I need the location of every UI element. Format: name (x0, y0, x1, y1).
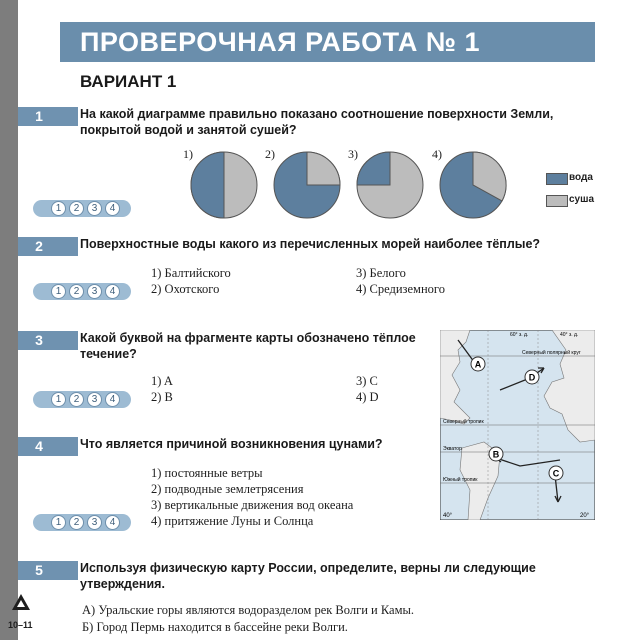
question-4-text: Что является причиной возникновения цунами? (80, 437, 383, 451)
question-1-text: На какой диаграмме правильно показано соотношение поверхности Земли, покрытой водой и занятой сушей? (80, 107, 554, 137)
legend-land-swatch (546, 195, 568, 207)
q2-answer-4[interactable]: 4) Средиземного (356, 282, 445, 296)
legend-land-label: суша (569, 194, 595, 205)
ocean-currents-map (440, 330, 595, 520)
q2-answer-2[interactable]: 2) Охотского (151, 282, 220, 296)
q4-answer-3[interactable]: 3) вертикальные движения вод океана (151, 498, 354, 512)
map-label-lon-right: 20° (580, 513, 590, 519)
pie-3[interactable] (357, 152, 423, 218)
map-label-lon-left: 40° (443, 513, 453, 519)
page-number: 10–11 (8, 620, 33, 630)
question-1-number: 1 (35, 108, 43, 124)
answer-selector-q3 (33, 391, 131, 408)
pie-2[interactable] (274, 152, 340, 218)
answer-option-3[interactable]: 3 (87, 284, 102, 299)
answer-option-1[interactable]: 1 (51, 392, 66, 407)
question-2-text: Поверхностные воды какого из перечисленных морей наиболее тёплые? (80, 237, 541, 251)
marker-d[interactable]: D (528, 372, 536, 383)
pie-label-3: 3) (348, 147, 358, 161)
answer-option-3[interactable]: 3 (87, 392, 102, 407)
q2-answer-1[interactable]: 1) Балтийского (151, 266, 231, 280)
question-3-text: Какой буквой на фрагменте карты обозначено тёплое течение? (80, 331, 416, 361)
answer-option-1[interactable]: 1 (51, 201, 66, 216)
question-4-number: 4 (35, 438, 43, 454)
answer-option-2[interactable]: 2 (69, 515, 84, 530)
answer-option-4[interactable]: 4 (105, 515, 120, 530)
left-margin-bar (0, 0, 18, 640)
answer-option-4[interactable]: 4 (105, 201, 120, 216)
publisher-logo-icon (12, 594, 30, 610)
map-label-top-right: 40° з. д. (560, 332, 579, 338)
question-5-number: 5 (35, 562, 43, 578)
variant-heading: ВАРИАНТ 1 (80, 72, 177, 91)
pie-diagrams (190, 150, 530, 220)
map-label-top-left: 60° з. д. (510, 332, 529, 338)
answer-selector-q1 (33, 200, 131, 217)
q5-statement-b: Б) Город Пермь находится в бассейне реки Волги. (82, 620, 348, 634)
map-label-north-tropic: Северный тропик (443, 419, 484, 425)
answer-option-2[interactable]: 2 (69, 392, 84, 407)
q3-answer-2[interactable]: 2) B (151, 390, 173, 404)
marker-c[interactable]: C (552, 468, 560, 479)
q3-answer-3[interactable]: 3) C (356, 374, 378, 388)
pie-1[interactable] (191, 152, 257, 218)
question-3-number: 3 (35, 332, 43, 348)
q5-statement-a: А) Уральские горы являются водоразделом рек Волги и Камы. (82, 603, 415, 617)
answer-option-3[interactable]: 3 (87, 201, 102, 216)
q4-answer-1[interactable]: 1) постоянные ветры (151, 466, 263, 480)
answer-option-2[interactable]: 2 (69, 201, 84, 216)
answer-option-1[interactable]: 1 (51, 284, 66, 299)
q4-answer-2[interactable]: 2) подводные землетрясения (151, 482, 304, 496)
answer-selector-q4 (33, 514, 131, 531)
pie-label-1: 1) (183, 147, 193, 161)
legend-water-label: вода (569, 172, 593, 183)
map-label-south-tropic: Южный тропик (443, 477, 478, 483)
pie-4[interactable] (440, 152, 506, 218)
q4-answer-4[interactable]: 4) притяжение Луны и Солнца (151, 514, 314, 528)
question-2-number: 2 (35, 238, 43, 254)
q3-answer-4[interactable]: 4) D (356, 390, 379, 404)
map-label-equator: Экватор (443, 446, 462, 452)
q3-answer-1[interactable]: 1) A (151, 374, 173, 388)
map-label-north-circle: Северный полярный круг (522, 350, 581, 356)
answer-option-4[interactable]: 4 (105, 284, 120, 299)
answer-selector-q2 (33, 283, 131, 300)
answer-option-4[interactable]: 4 (105, 392, 120, 407)
pie-label-2: 2) (265, 147, 275, 161)
answer-option-2[interactable]: 2 (69, 284, 84, 299)
answer-option-1[interactable]: 1 (51, 515, 66, 530)
marker-b[interactable]: B (492, 449, 500, 460)
answer-option-3[interactable]: 3 (87, 515, 102, 530)
question-5-text: Используя физическую карту России, определите, верны ли следующие утверждения. (80, 561, 536, 591)
pie-label-4: 4) (432, 147, 442, 161)
marker-a[interactable]: A (474, 359, 482, 370)
page-title: ПРОВЕРОЧНАЯ РАБОТА № 1 (80, 27, 481, 57)
legend-water-swatch (546, 173, 568, 185)
q2-answer-3[interactable]: 3) Белого (356, 266, 406, 280)
